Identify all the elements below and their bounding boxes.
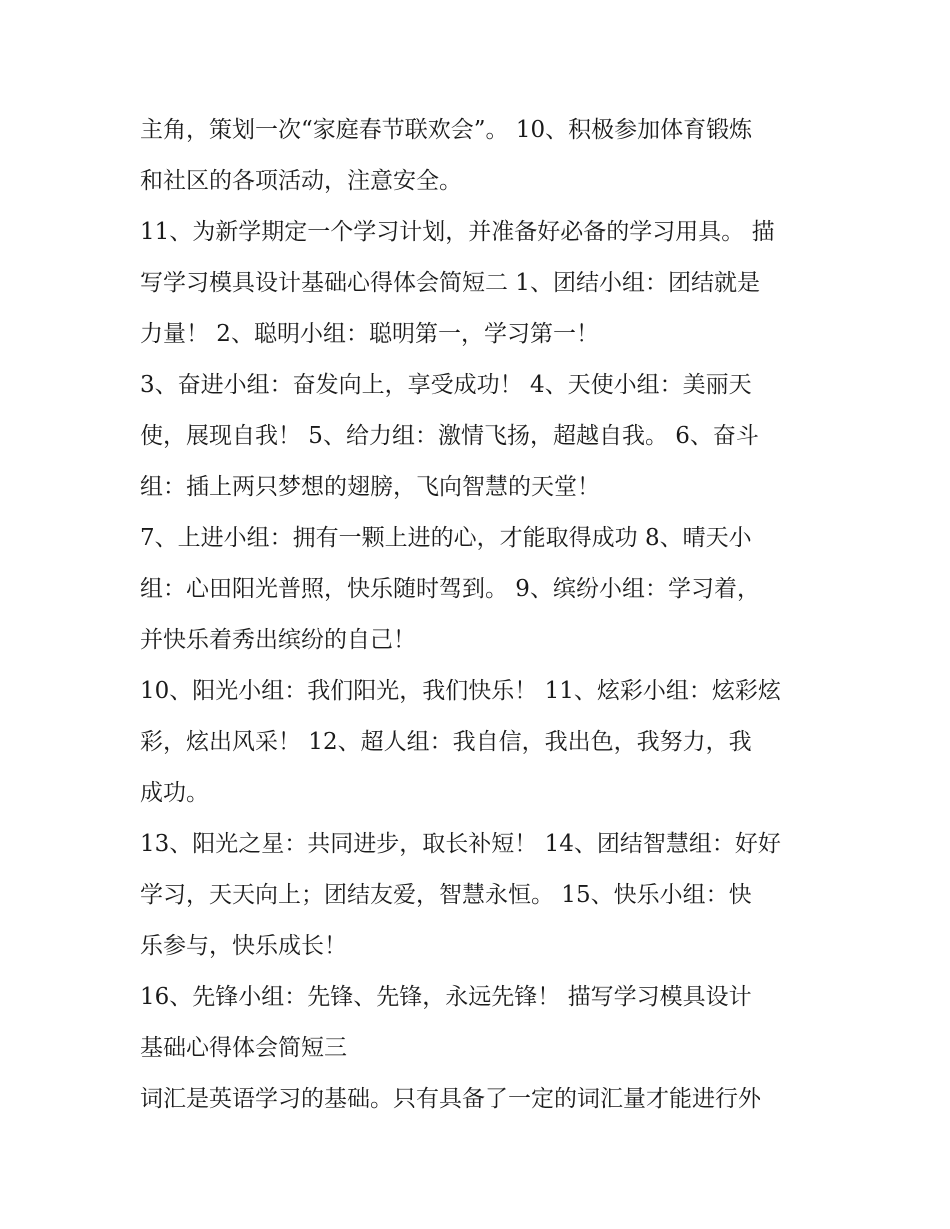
text-line: 学习，天天向上；团结友爱，智慧永恒。 15、快乐小组：快: [140, 882, 752, 908]
text-line: 彩，炫出风采！ 12、超人组：我自信，我出色，我努力，我: [140, 729, 752, 755]
text-line: 成功。: [140, 780, 209, 806]
text-line: 基础心得体会简短三: [140, 1035, 347, 1061]
text-line: 组：插上两只梦想的翅膀，飞向智慧的天堂！: [140, 474, 600, 500]
text-line: 乐参与，快乐成长！: [140, 933, 347, 959]
paragraph: [140, 105, 820, 207]
text-line: 词汇是英语学习的基础。只有具备了一定的词汇量才能进行外: [140, 1086, 761, 1112]
text-line: 11、为新学期定一个学习计划，并准备好必备的学习用具。 描: [140, 219, 775, 245]
text-line: 和社区的各项活动，注意安全。: [140, 168, 462, 194]
paragraph: [140, 972, 820, 1074]
text-line: 10、阳光小组：我们阳光，我们快乐！ 11、炫彩小组：炫彩炫: [140, 678, 781, 704]
text-line: 使，展现自我！ 5、给力组：激情飞扬，超越自我。 6、奋斗: [140, 423, 759, 449]
text-line: 力量！ 2、聪明小组：聪明第一，学习第一！: [140, 321, 599, 347]
text-line: 写学习模具设计基础心得体会简短二 1、团结小组：团结就是: [140, 270, 760, 296]
text-line: 并快乐着秀出缤纷的自己！: [140, 627, 416, 653]
paragraph: [140, 1074, 820, 1125]
text-line: 主角，策划一次“家庭春节联欢会”。 10、积极参加体育锻炼: [140, 117, 753, 143]
text-line: 3、奋进小组：奋发向上，享受成功！ 4、天使小组：美丽天: [140, 372, 752, 398]
text-line: 13、阳光之星：共同进步，取长补短！ 14、团结智慧组：好好: [140, 831, 781, 857]
paragraph: [140, 360, 820, 513]
text-line: 16、先锋小组：先锋、先锋，永远先锋！ 描写学习模具设计: [140, 984, 752, 1010]
paragraph: [140, 819, 820, 972]
text-line: 7、上进小组：拥有一颗上进的心，才能取得成功 8、晴天小: [140, 525, 752, 551]
paragraph: [140, 207, 820, 360]
paragraph: [140, 513, 820, 666]
document-body: [140, 105, 820, 1125]
paragraph: [140, 666, 820, 819]
text-line: 组：心田阳光普照，快乐随时驾到。 9、缤纷小组：学习着，: [140, 576, 760, 602]
